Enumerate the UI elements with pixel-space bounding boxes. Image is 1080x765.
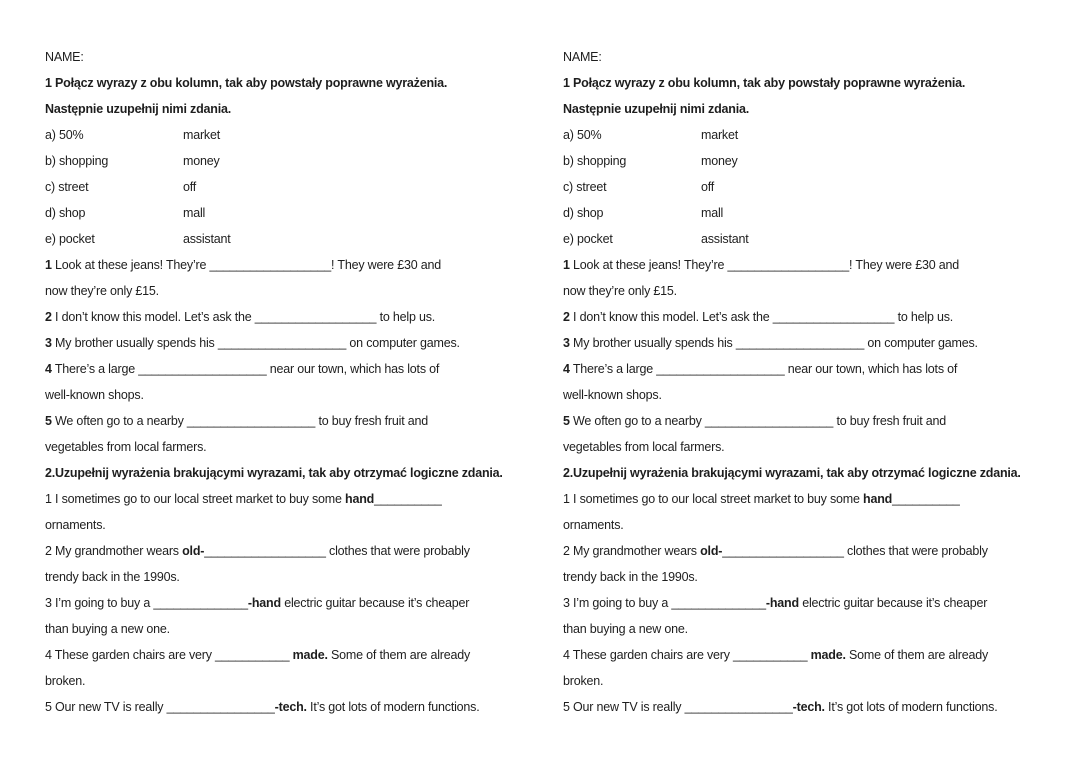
worksheet-line bbox=[563, 668, 1063, 694]
bold-text-segment: -hand bbox=[247, 596, 281, 610]
worksheet-line bbox=[563, 460, 1063, 486]
match-pair-row bbox=[563, 174, 1063, 200]
match-right-word: market bbox=[701, 128, 739, 142]
text-segment: well-known shops. bbox=[563, 388, 662, 402]
worksheet-line bbox=[45, 642, 545, 668]
text-segment: than buying a new one. bbox=[45, 622, 170, 636]
match-left-word: c) street bbox=[563, 180, 607, 194]
worksheet-line bbox=[563, 408, 1063, 434]
match-pair-row bbox=[563, 200, 1063, 226]
match-left-word: c) street bbox=[45, 180, 89, 194]
text-segment: Look at these jeans! They’re __________________! They were £30 and bbox=[569, 258, 959, 272]
text-segment: than buying a new one. bbox=[563, 622, 688, 636]
text-segment: Some of them are already bbox=[327, 648, 471, 662]
bold-text-segment: old- bbox=[182, 544, 205, 558]
bold-text-segment: hand bbox=[863, 492, 893, 506]
text-segment: It’s got lots of modern functions. bbox=[824, 700, 998, 714]
worksheet-line bbox=[45, 434, 545, 460]
match-right-word: money bbox=[701, 154, 738, 168]
match-left-word: a) 50% bbox=[45, 128, 84, 142]
bold-text-segment: made. bbox=[292, 648, 328, 662]
bold-text-segment: Następnie uzupełnij nimi zdania. bbox=[563, 102, 749, 116]
worksheet-line bbox=[563, 564, 1063, 590]
text-segment: broken. bbox=[563, 674, 604, 688]
text-segment: __________ bbox=[374, 492, 442, 506]
text-segment: vegetables from local farmers. bbox=[45, 440, 207, 454]
worksheet-line bbox=[45, 486, 545, 512]
match-right-word: mall bbox=[183, 206, 206, 220]
text-segment: vegetables from local farmers. bbox=[563, 440, 725, 454]
text-segment: trendy back in the 1990s. bbox=[45, 570, 180, 584]
worksheet-line bbox=[45, 44, 545, 70]
match-pair-row bbox=[563, 122, 1063, 148]
match-pair-row bbox=[563, 148, 1063, 174]
text-segment: NAME: bbox=[45, 50, 84, 64]
text-segment: 4 These garden chairs are very ___________ bbox=[45, 648, 293, 662]
text-segment: now they’re only £15. bbox=[563, 284, 677, 298]
text-segment: My brother usually spends his ___________________ on computer games. bbox=[569, 336, 978, 350]
match-pair-row bbox=[45, 174, 545, 200]
worksheet-line bbox=[45, 252, 545, 278]
worksheet-line bbox=[45, 96, 545, 122]
match-right-word: assistant bbox=[183, 232, 231, 246]
worksheet-line bbox=[563, 486, 1063, 512]
text-segment: broken. bbox=[45, 674, 86, 688]
bold-text-segment: 4 bbox=[563, 362, 570, 376]
worksheet-line bbox=[45, 330, 545, 356]
worksheet-copy-left bbox=[45, 44, 545, 720]
bold-text-segment: 5 bbox=[563, 414, 570, 428]
worksheet-line bbox=[563, 252, 1063, 278]
text-segment: well-known shops. bbox=[45, 388, 144, 402]
bold-text-segment: 1 Połącz wyrazy z obu kolumn, tak aby powstały poprawne wyrażenia. bbox=[563, 76, 966, 90]
bold-text-segment: 4 bbox=[45, 362, 52, 376]
match-left-word: d) shop bbox=[45, 206, 86, 220]
bold-text-segment: 2.Uzupełnij wyrażenia brakującymi wyrazami, tak aby otrzymać logiczne zdania. bbox=[563, 466, 1021, 480]
text-segment: 2 My grandmother wears bbox=[563, 544, 701, 558]
worksheet-line bbox=[563, 512, 1063, 538]
match-pair-row bbox=[45, 122, 545, 148]
bold-text-segment: 1 Połącz wyrazy z obu kolumn, tak aby powstały poprawne wyrażenia. bbox=[45, 76, 448, 90]
text-segment: Look at these jeans! They’re __________________! They were £30 and bbox=[51, 258, 441, 272]
text-segment: 4 These garden chairs are very ___________ bbox=[563, 648, 811, 662]
match-left-word: e) pocket bbox=[45, 232, 95, 246]
worksheet-line bbox=[45, 694, 545, 720]
bold-text-segment: 2 bbox=[45, 310, 52, 324]
bold-text-segment: 3 bbox=[45, 336, 52, 350]
match-right-word: market bbox=[183, 128, 221, 142]
text-segment: Some of them are already bbox=[845, 648, 989, 662]
text-segment: 5 Our new TV is really ________________ bbox=[45, 700, 275, 714]
bold-text-segment: -tech. bbox=[792, 700, 825, 714]
text-segment: __________________ clothes that were probably bbox=[204, 544, 470, 558]
match-pair-row bbox=[45, 200, 545, 226]
worksheet-line bbox=[45, 382, 545, 408]
worksheet-line bbox=[563, 616, 1063, 642]
bold-text-segment: -tech. bbox=[274, 700, 307, 714]
worksheet-line bbox=[45, 278, 545, 304]
match-left-word: a) 50% bbox=[563, 128, 602, 142]
worksheet-line bbox=[563, 590, 1063, 616]
bold-text-segment: 1 bbox=[45, 258, 52, 272]
text-segment: 3 I’m going to buy a ______________ bbox=[45, 596, 248, 610]
worksheet-line bbox=[563, 434, 1063, 460]
text-segment: My brother usually spends his ___________________ on computer games. bbox=[51, 336, 460, 350]
text-segment: ornaments. bbox=[563, 518, 624, 532]
worksheet-line bbox=[563, 304, 1063, 330]
match-right-word: off bbox=[701, 180, 715, 194]
text-segment: trendy back in the 1990s. bbox=[563, 570, 698, 584]
match-pair-row bbox=[45, 148, 545, 174]
worksheet-line bbox=[45, 590, 545, 616]
worksheet-line bbox=[45, 512, 545, 538]
text-segment: I don’t know this model. Let’s ask the __________________ to help us. bbox=[51, 310, 436, 324]
bold-text-segment: hand bbox=[345, 492, 375, 506]
text-segment: There’s a large ___________________ near our town, which has lots of bbox=[51, 362, 440, 376]
text-segment: ornaments. bbox=[45, 518, 106, 532]
match-right-word: assistant bbox=[701, 232, 749, 246]
text-segment: 1 I sometimes go to our local street market to buy some bbox=[45, 492, 346, 506]
text-segment: 1 I sometimes go to our local street market to buy some bbox=[563, 492, 864, 506]
worksheet-line bbox=[563, 330, 1063, 356]
worksheet-line bbox=[45, 616, 545, 642]
text-segment: There’s a large ___________________ near our town, which has lots of bbox=[569, 362, 958, 376]
text-segment: 3 I’m going to buy a ______________ bbox=[563, 596, 766, 610]
text-segment: We often go to a nearby ___________________ to buy fresh fruit and bbox=[569, 414, 947, 428]
worksheet-line bbox=[563, 538, 1063, 564]
text-segment: electric guitar because it’s cheaper bbox=[798, 596, 988, 610]
worksheet-line bbox=[563, 278, 1063, 304]
worksheet-copy-right bbox=[563, 44, 1063, 720]
match-right-word: money bbox=[183, 154, 220, 168]
bold-text-segment: 3 bbox=[563, 336, 570, 350]
match-right-word: off bbox=[183, 180, 197, 194]
worksheet-line bbox=[45, 668, 545, 694]
worksheet-line bbox=[45, 460, 545, 486]
match-left-word: b) shopping bbox=[563, 154, 627, 168]
worksheet-line bbox=[563, 356, 1063, 382]
bold-text-segment: 5 bbox=[45, 414, 52, 428]
text-segment: 5 Our new TV is really ________________ bbox=[563, 700, 793, 714]
text-segment: electric guitar because it’s cheaper bbox=[280, 596, 470, 610]
match-pair-row bbox=[563, 226, 1063, 252]
match-right-word: mall bbox=[701, 206, 724, 220]
bold-text-segment: 1 bbox=[563, 258, 570, 272]
bold-text-segment: 2 bbox=[563, 310, 570, 324]
worksheet-line bbox=[563, 70, 1063, 96]
bold-text-segment: -hand bbox=[765, 596, 799, 610]
bold-text-segment: made. bbox=[810, 648, 846, 662]
match-left-word: e) pocket bbox=[563, 232, 613, 246]
worksheet-line bbox=[45, 356, 545, 382]
worksheet-line bbox=[45, 538, 545, 564]
text-segment: We often go to a nearby ___________________ to buy fresh fruit and bbox=[51, 414, 429, 428]
worksheet-line bbox=[45, 304, 545, 330]
worksheet-line bbox=[563, 382, 1063, 408]
worksheet-line bbox=[45, 70, 545, 96]
worksheet-line bbox=[563, 642, 1063, 668]
text-segment: I don’t know this model. Let’s ask the __________________ to help us. bbox=[569, 310, 954, 324]
worksheet-line bbox=[563, 44, 1063, 70]
bold-text-segment: Następnie uzupełnij nimi zdania. bbox=[45, 102, 231, 116]
text-segment: __________ bbox=[892, 492, 960, 506]
match-left-word: b) shopping bbox=[45, 154, 109, 168]
match-pair-row bbox=[45, 226, 545, 252]
text-segment: It’s got lots of modern functions. bbox=[306, 700, 480, 714]
worksheet-line bbox=[45, 564, 545, 590]
bold-text-segment: old- bbox=[700, 544, 723, 558]
bold-text-segment: 2.Uzupełnij wyrażenia brakującymi wyrazami, tak aby otrzymać logiczne zdania. bbox=[45, 466, 503, 480]
match-left-word: d) shop bbox=[563, 206, 604, 220]
text-segment: __________________ clothes that were probably bbox=[722, 544, 988, 558]
text-segment: 2 My grandmother wears bbox=[45, 544, 183, 558]
worksheet-line bbox=[563, 694, 1063, 720]
worksheet-line bbox=[45, 408, 545, 434]
text-segment: now they’re only £15. bbox=[45, 284, 159, 298]
text-segment: NAME: bbox=[563, 50, 602, 64]
worksheet-line bbox=[563, 96, 1063, 122]
